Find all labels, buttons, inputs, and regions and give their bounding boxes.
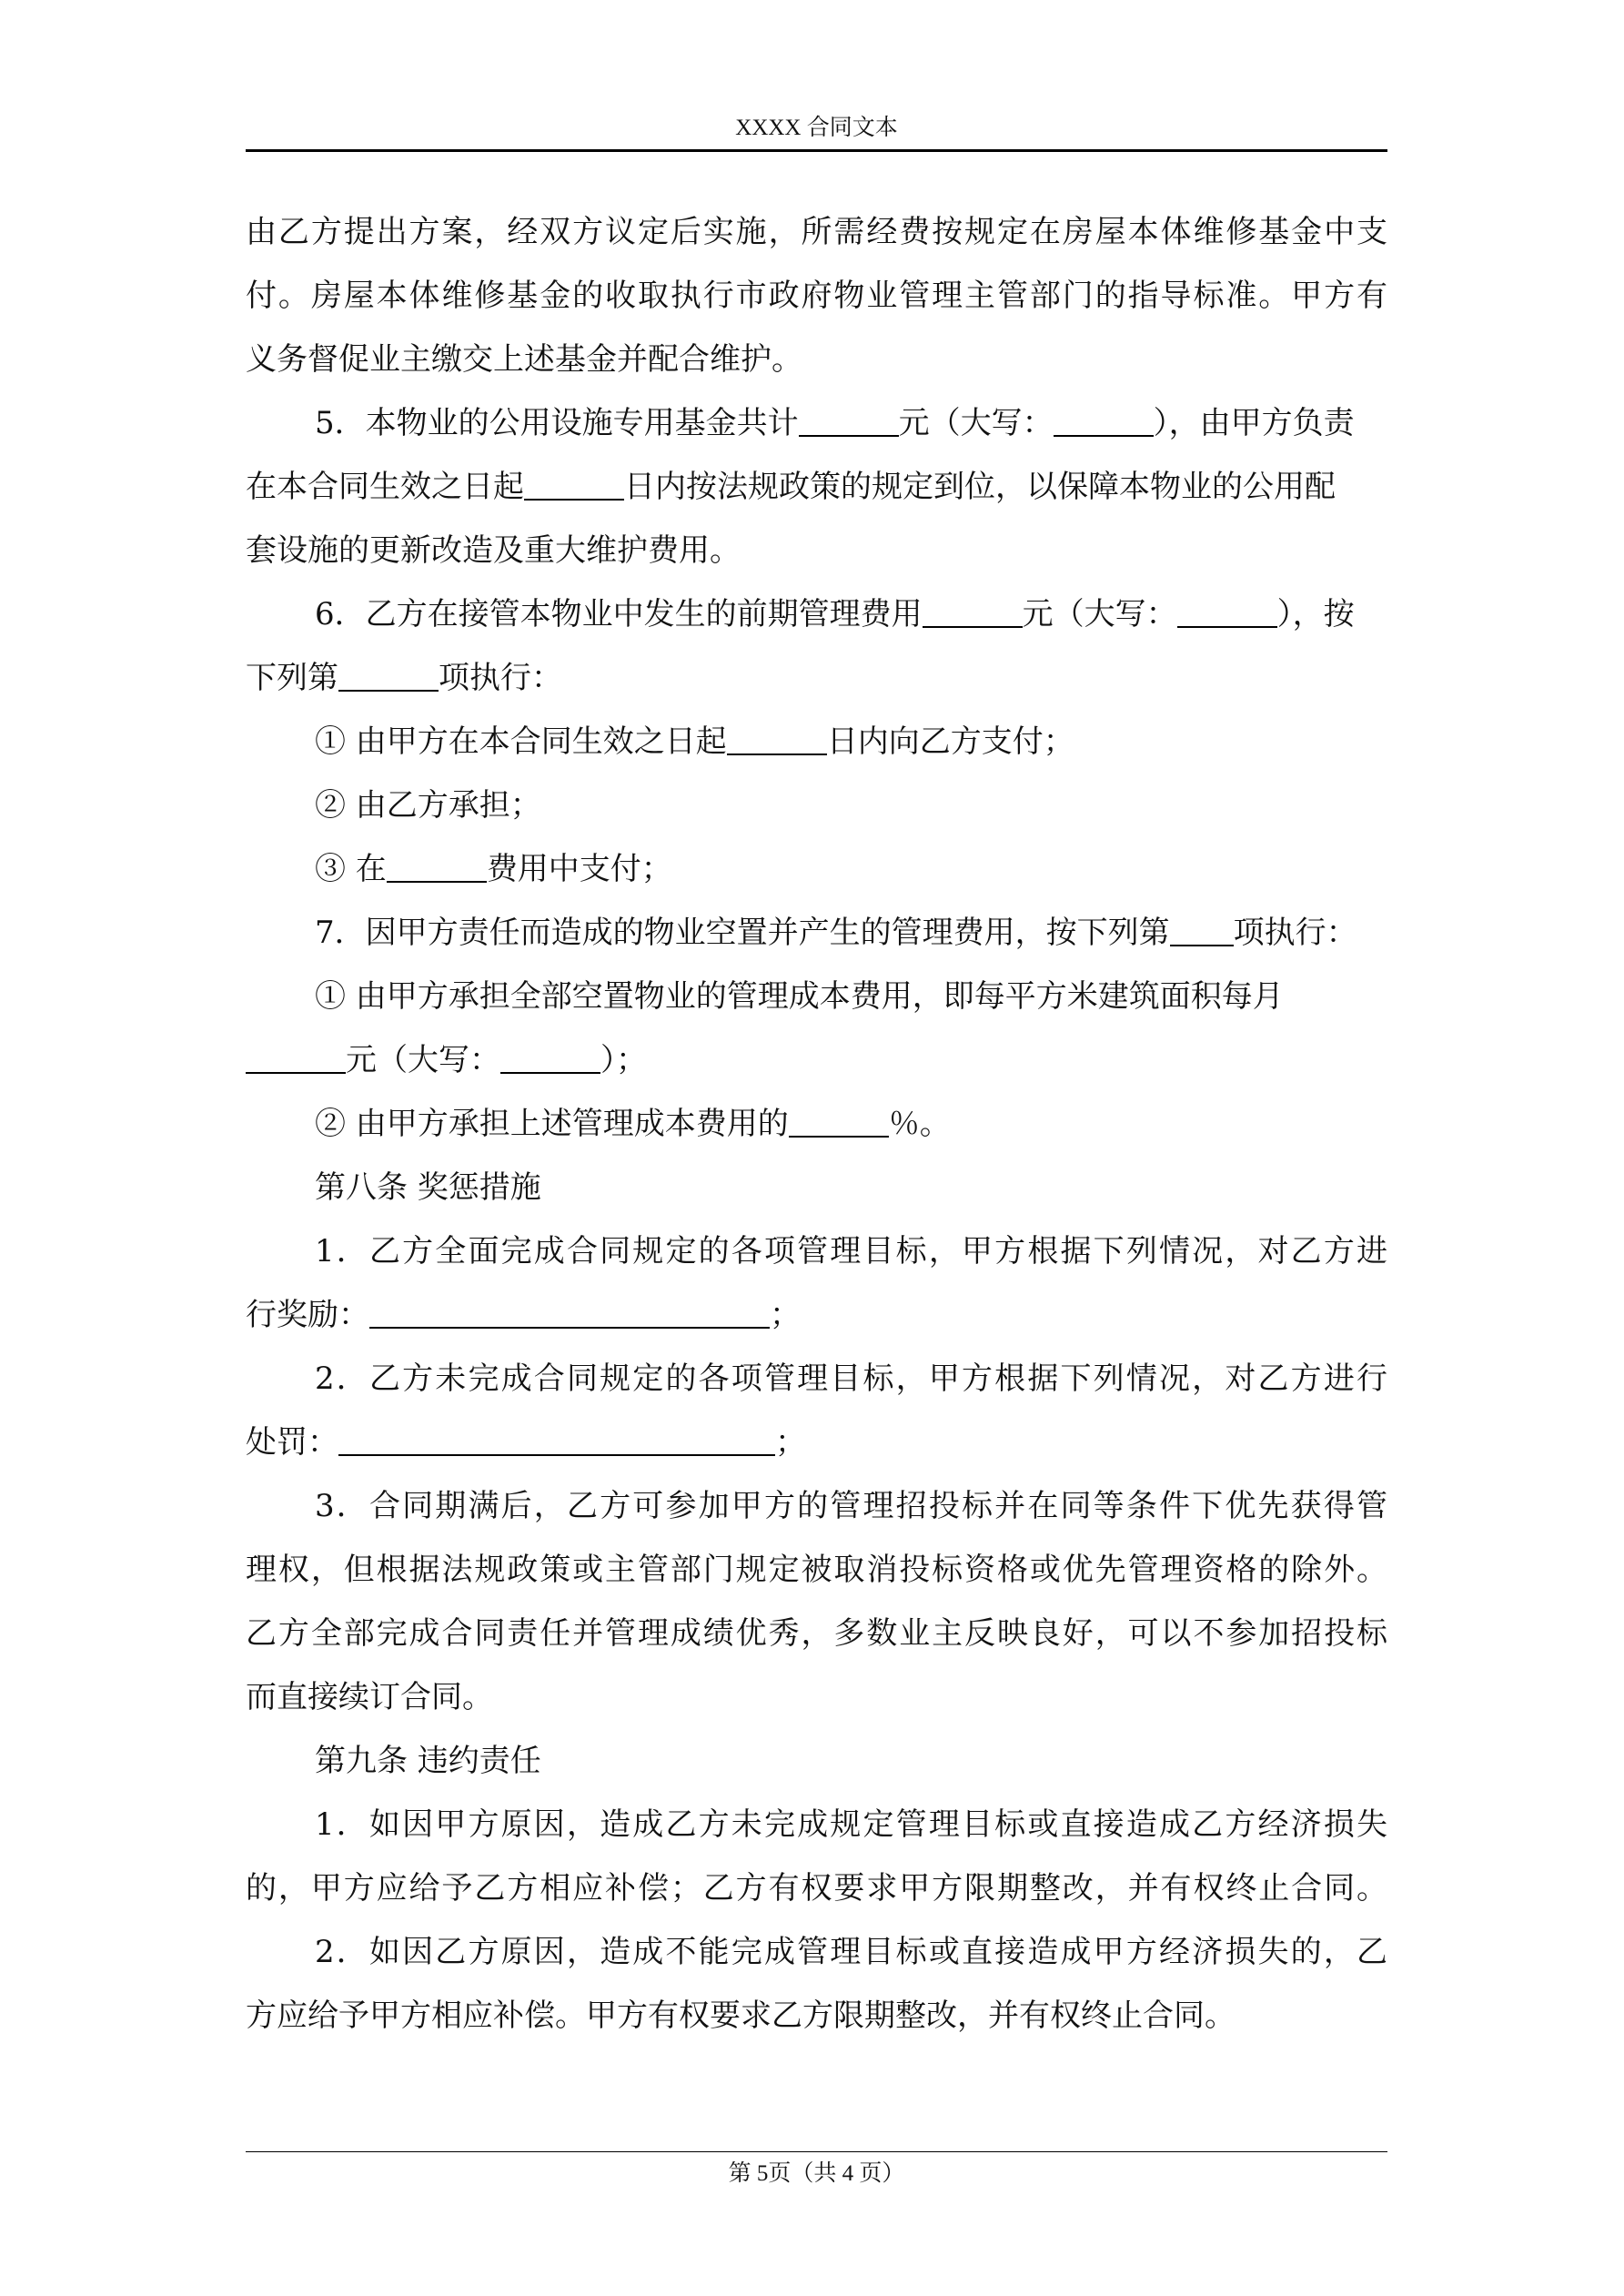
paragraph-line: 由乙方提出方案，经双方议定后实施，所需经费按规定在房屋本体维修基金中支 [246,214,1387,250]
option-2: ② 由乙方承担； [315,787,541,824]
paragraph-line: 理权，但根据法规政策或主管部门规定被取消投标资格或优先管理资格的除外。 [246,1552,1387,1588]
text-run: 6．乙方在接管本物业中发生的前期管理费用 [315,596,923,632]
text-run: ② 由甲方承担上述管理成本费用的 [315,1106,789,1142]
text-run: 在本合同生效之日起 [246,469,524,505]
fill-blank[interactable] [387,845,487,883]
fill-blank[interactable] [789,1099,889,1138]
text-run: 项执行： [439,660,562,696]
page-header: XXXX 合同文本 [735,116,898,140]
text-run: ① 由甲方在本合同生效之日起 [315,723,727,760]
text-run: ； [775,1424,806,1461]
text-run: ； [770,1297,801,1333]
paragraph-line: 1．如因甲方原因，造成乙方未完成规定管理目标或直接造成乙方经济损失 [315,1806,1387,1843]
fill-blank[interactable] [1170,908,1234,946]
option-1: ① 由甲方承担全部空置物业的管理成本费用，即每平方米建筑面积每月 [315,978,1284,1015]
reward-line [246,1283,1387,1347]
fill-blank[interactable] [1177,590,1277,628]
text-run: ③ 在 [315,851,387,887]
paragraph-line: 义务督促业主缴交上述基金并配合维护。 [246,341,802,378]
section-heading-8: 第八条 奖惩措施 [315,1169,541,1206]
clause-6-line-2 [246,646,1387,710]
text-run: 费用中支付； [486,851,672,887]
clause-5-line-2 [246,455,1387,519]
text-run: 元（大写： [346,1042,500,1078]
clause-7-line-1 [246,901,1387,965]
header-divider [246,149,1387,152]
text-run: 日内按法规政策的规定到位，以保障本物业的公用配 [624,469,1336,505]
paragraph-line: 1．乙方全面完成合同规定的各项管理目标，甲方根据下列情况，对乙方进 [315,1233,1387,1269]
text-run: 7．因甲方责任而造成的物业空置并产生的管理费用，按下列第 [315,915,1170,951]
fill-blank[interactable] [727,717,827,755]
text-run: 处罚： [246,1424,338,1461]
option-1 [246,710,1387,774]
fill-blank[interactable] [369,1290,770,1329]
clause-5-line-1 [246,391,1387,455]
paragraph-line: 乙方全部完成合同责任并管理成绩优秀，多数业主反映良好，可以不参加招投标 [246,1615,1387,1652]
footer-divider [246,2151,1387,2152]
fill-blank[interactable] [500,1036,600,1074]
paragraph-line: 套设施的更新改造及重大维护费用。 [246,532,741,569]
text-run: 日内向乙方支付； [826,723,1074,760]
clause-6-line-1 [246,582,1387,646]
text-run: 5．本物业的公用设施专用基金共计 [315,405,799,441]
paragraph-line: 2．乙方未完成合同规定的各项管理目标，甲方根据下列情况，对乙方进行 [315,1360,1387,1397]
fill-blank[interactable] [338,1418,775,1456]
paragraph-line: 2．如因乙方原因，造成不能完成管理目标或直接造成甲方经济损失的，乙 [315,1934,1387,1970]
document-body [246,200,1387,2048]
paragraph-line: 方应给予甲方相应补偿。甲方有权要求乙方限期整改，并有权终止合同。 [246,1998,1236,2034]
penalty-line [246,1411,1387,1474]
fill-blank[interactable] [524,462,624,501]
paragraph-line: 的，甲方应给予乙方相应补偿；乙方有权要求甲方限期整改，并有权终止合同。 [246,1870,1387,1907]
text-run: 元（大写： [1022,596,1177,632]
fill-blank[interactable] [1054,399,1154,437]
option-1-continued [246,1028,1387,1092]
option-2 [246,1092,1387,1156]
text-run: 行奖励： [246,1297,369,1333]
fill-blank[interactable] [338,653,439,692]
text-run: ）； [600,1042,647,1078]
text-run: ％。 [888,1106,951,1142]
text-run: ），由甲方负责 [1153,405,1355,441]
page-number: 第 5页（共 4 页） [728,2161,905,2186]
paragraph-line: 3．合同期满后，乙方可参加甲方的管理招投标并在同等条件下优先获得管 [315,1488,1387,1524]
paragraph-line: 付。房屋本体维修基金的收取执行市政府物业管理主管部门的指导标准。甲方有 [246,278,1387,314]
fill-blank[interactable] [799,399,899,437]
text-run: ），按 [1276,596,1355,632]
text-run: 下列第 [246,660,338,696]
text-run: 项执行： [1233,915,1357,951]
section-heading-9: 第九条 违约责任 [315,1743,541,1779]
option-3 [246,837,1387,901]
fill-blank[interactable] [246,1036,346,1074]
text-run: 元（大写： [898,405,1054,441]
fill-blank[interactable] [923,590,1023,628]
paragraph-line: 而直接续订合同。 [246,1679,493,1715]
